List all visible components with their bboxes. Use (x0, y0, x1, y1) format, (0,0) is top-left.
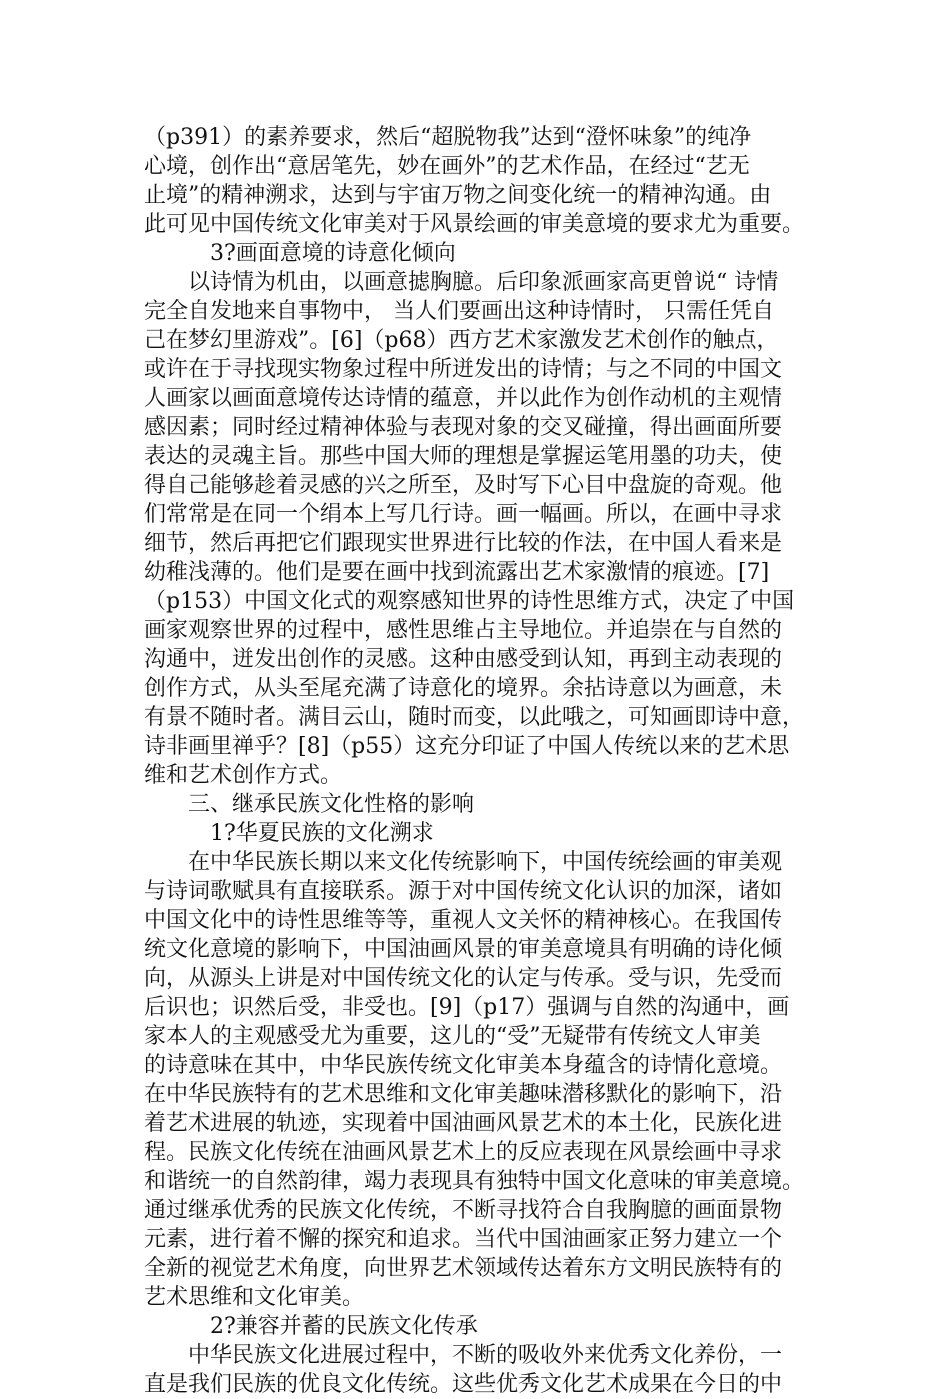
text-line: 统文化意境的影响下，中国油画风景的审美意境具有明确的诗化倾 (144, 937, 783, 962)
text-line: （p391）的素养要求，然后“超脱物我”达到“澄怀味象”的纯净 (144, 125, 752, 150)
text-line: 诗非画里禅乎？[8]（p55）这充分印证了中国人传统以来的艺术思 (144, 734, 790, 759)
text-line: 表达的灵魂主旨。那些中国大师的理想是掌握运笔用墨的功夫，使 (144, 444, 783, 469)
text-line: 沟通中，迸发出创作的灵感。这种由感受到认知，再到主动表现的 (144, 647, 783, 672)
text-line: 以诗情为机由，以画意摅胸臆。后印象派画家高更曾说“ 诗情 (188, 270, 779, 295)
text-line: 心境，创作出“意居笔先，妙在画外”的艺术作品，在经过“艺无 (144, 154, 750, 179)
text-line: 全新的视觉艺术角度，向世界艺术领域传达着东方文明民族特有的 (144, 1256, 783, 1281)
text-line: 元素，进行着不懈的探究和追求。当代中国油画家正努力建立一个 (144, 1227, 783, 1252)
text-line: 家本人的主观感受尤为重要，这儿的“受”无疑带有传统文人审美 (144, 1024, 761, 1049)
text-line: 在中华民族特有的艺术思维和文化审美趣味潜移默化的影响下，沿 (144, 1082, 783, 1107)
text-line: 此可见中国传统文化审美对于风景绘画的审美意境的要求尤为重要。 (144, 212, 805, 237)
text-line: 得自己能够趁着灵感的兴之所至，及时写下心目中盘旋的奇观。他 (144, 473, 783, 498)
text-line: 创作方式，从头至尾充满了诗意化的境界。余拈诗意以为画意，未 (144, 676, 783, 701)
text-line: 己在梦幻里游戏”。[6]（p68）西方艺术家激发艺术创作的触点， (144, 328, 779, 353)
text-line: 画家观察世界的过程中，感性思维占主导地位。并追崇在与自然的 (144, 618, 783, 643)
text-line: 维和艺术创作方式。 (144, 763, 343, 788)
text-line: 细节，然后再把它们跟现实世界进行比较的作法，在中国人看来是 (144, 531, 783, 556)
text-line: 幼稚浅薄的。他们是要在画中找到流露出艺术家激情的痕迹。[7] (144, 560, 770, 585)
text-line: 向，从源头上讲是对中国传统文化的认定与传承。受与识，先受而 (144, 966, 783, 991)
text-line: 艺术思维和文化审美。 (144, 1285, 365, 1310)
text-line: 与诗词歌赋具有直接联系。源于对中国传统文化认识的加深，诸如 (144, 879, 783, 904)
text-line: 直是我们民族的优良文化传统。这些优秀文化艺术成果在今日的中 (144, 1372, 783, 1397)
subsection-heading: 1?华夏民族的文化溯求 (210, 821, 434, 846)
subsection-heading: 3?画面意境的诗意化倾向 (210, 241, 456, 266)
text-line: 和谐统一的自然韵律，竭力表现具有独特中国文化意味的审美意境。 (144, 1169, 805, 1194)
text-line: （p153）中国文化式的观察感知世界的诗性思维方式，决定了中国 (144, 589, 795, 614)
text-line: 人画家以画面意境传达诗情的蕴意，并以此作为创作动机的主观情 (144, 386, 783, 411)
text-line: 中华民族文化进展过程中，不断的吸收外来优秀文化养份，一 (188, 1343, 783, 1368)
text-line: 们常常是在同一个绢本上写几行诗。画一幅画。所以，在画中寻求 (144, 502, 783, 527)
text-line: 的诗意味在其中，中华民族传统文化审美本身蕴含的诗情化意境。 (144, 1053, 783, 1078)
text-line: 感因素；同时经过精神体验与表现对象的交叉碰撞，得出画面所要 (144, 415, 783, 440)
text-line: 中国文化中的诗性思维等等，重视人文关怀的精神核心。在我国传 (144, 908, 783, 933)
subsection-heading: 2?兼容并蓄的民族文化传承 (210, 1314, 478, 1339)
text-line: 或许在于寻找现实物象过程中所迸发出的诗情；与之不同的中国文 (144, 357, 783, 382)
text-line: 有景不随时者。满目云山，随时而变，以此哦之，可知画即诗中意， (144, 705, 805, 730)
text-line: 程。民族文化传统在油画风景艺术上的反应表现在风景绘画中寻求 (144, 1140, 783, 1165)
text-line: 着艺术进展的轨迹，实现着中国油画风景艺术的本土化，民族化进 (144, 1111, 783, 1136)
text-line: 在中华民族长期以来文化传统影响下，中国传统绘画的审美观 (188, 850, 783, 875)
section-heading: 三、继承民族文化性格的影响 (188, 792, 475, 817)
body-text (144, 123, 805, 1399)
text-line: 止境”的精神溯求，达到与宇宙万物之间变化统一的精神沟通。由 (144, 183, 772, 208)
text-line: 通过继承优秀的民族文化传统，不断寻找符合自我胸臆的画面景物 (144, 1198, 783, 1223)
text-line: 完全自发地来自事物中， 当人们要画出这种诗情时， 只需任凭自 (144, 299, 774, 324)
text-line: 后识也；识然后受，非受也。[9]（p17）强调与自然的沟通中，画 (144, 995, 790, 1020)
